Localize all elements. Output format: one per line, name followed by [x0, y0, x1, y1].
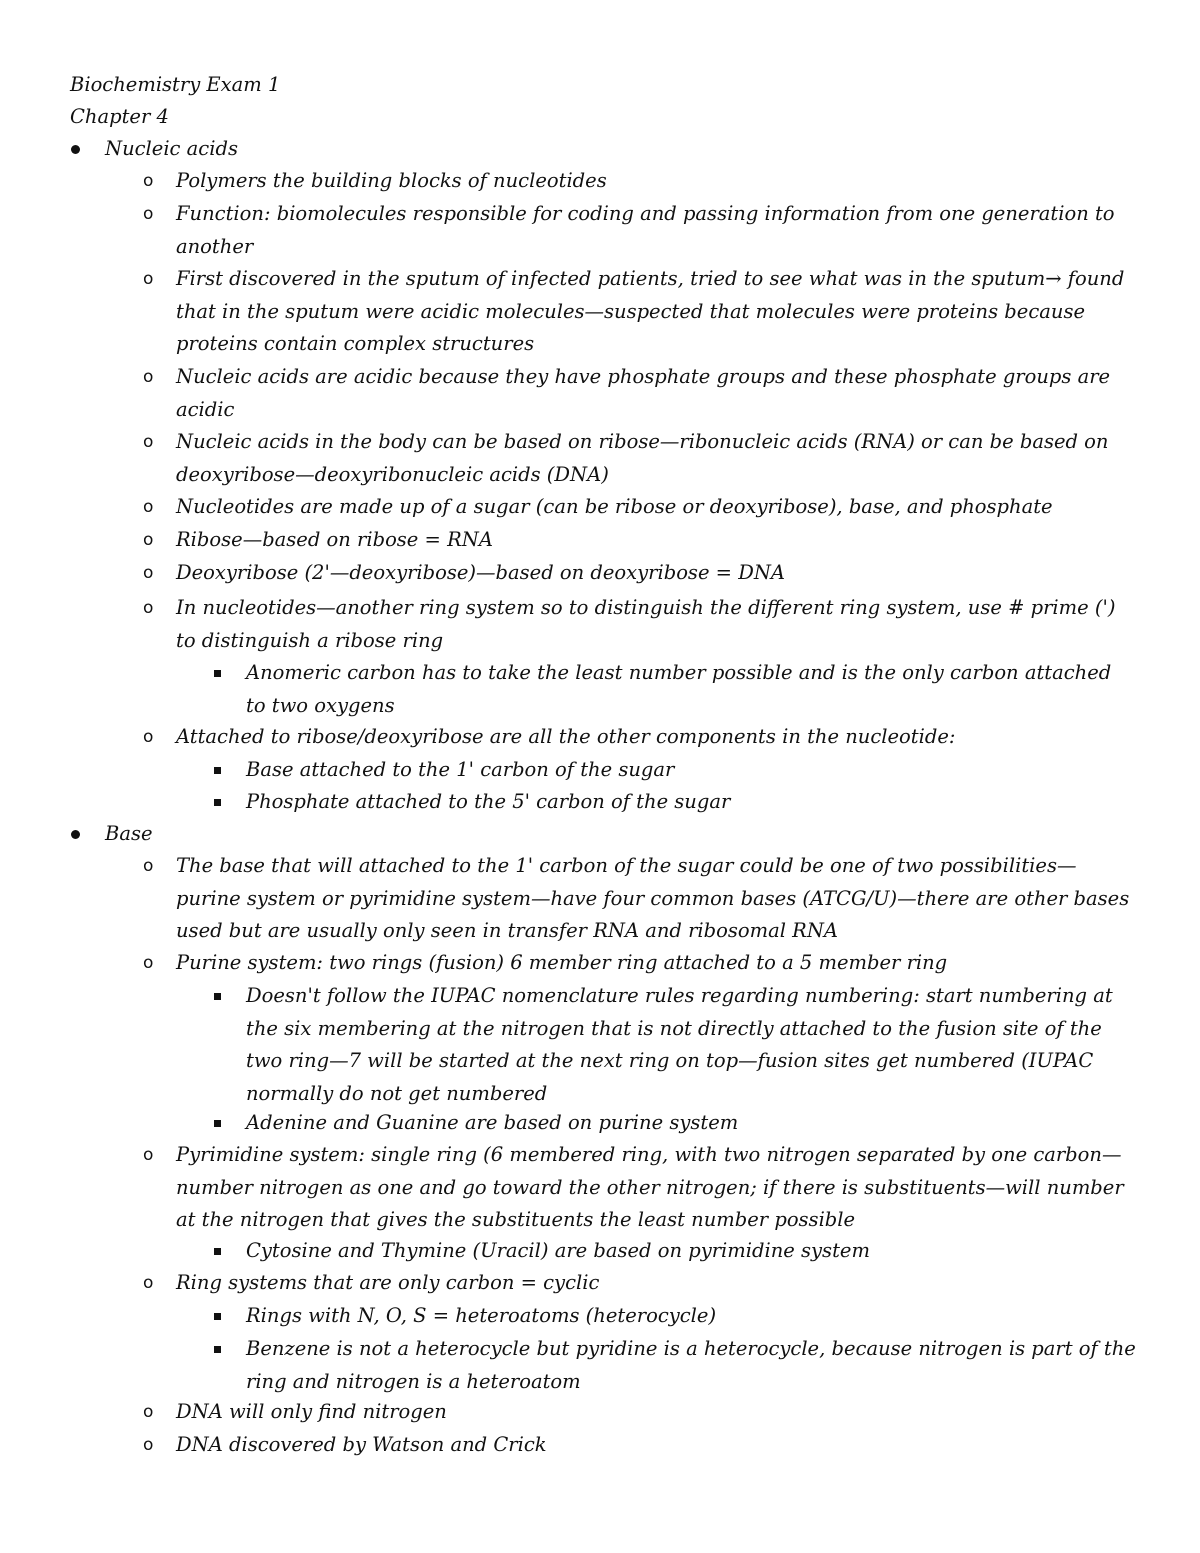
document-title: Biochemistry Exam 1	[70, 73, 281, 96]
list-item: Phosphate attached to the 5' carbon of the sugar	[246, 786, 1136, 819]
list-item: o Deoxyribose (2'—deoxyribose)—based on deoxyribose = DNA	[176, 557, 1136, 590]
bullet-circle-icon: o	[143, 171, 154, 191]
bullet-circle-icon: o	[143, 367, 154, 387]
bullet-square-icon	[214, 1120, 221, 1127]
bullet-square-icon	[214, 799, 221, 806]
list-item: Base attached to the 1' carbon of the sugar	[246, 754, 1136, 787]
list-item: o Nucleic acids in the body can be based on ribose—ribonucleic acids (RNA) or can be based on deoxyribose—deoxyribonucleic acids (DNA)	[176, 426, 1136, 491]
chapter-heading: Chapter 4	[70, 105, 169, 128]
list-item: Base	[105, 818, 1155, 851]
bullet-circle-icon: o	[143, 530, 154, 550]
list-item: o Nucleotides are made up of a sugar (can be ribose or deoxyribose), base, and phosphate	[176, 491, 1136, 524]
bullet-square-icon	[214, 670, 221, 677]
bullet-circle-icon: o	[143, 1273, 154, 1293]
bullet-square-icon	[214, 993, 221, 1000]
list-item: Nucleic acids	[105, 133, 1155, 166]
bullet-circle-icon: o	[143, 727, 154, 747]
bullet-square-icon	[214, 767, 221, 774]
list-item: o In nucleotides—another ring system so to distinguish the different ring system, use # prime (') to distinguish a ribose ring	[176, 592, 1136, 657]
bullet-circle-icon: o	[143, 497, 154, 517]
list-item: o Ring systems that are only carbon = cyclic	[176, 1267, 1136, 1300]
bullet-circle-icon: o	[143, 269, 154, 289]
list-item: o DNA discovered by Watson and Crick	[176, 1429, 1136, 1462]
list-item: Cytosine and Thymine (Uracil) are based on pyrimidine system	[246, 1235, 1136, 1268]
list-item: Anomeric carbon has to take the least number possible and is the only carbon attached to two oxygens	[246, 657, 1136, 722]
bullet-circle-icon: o	[143, 1145, 154, 1165]
bullet-circle-icon: o	[143, 563, 154, 583]
bullet-square-icon	[214, 1346, 221, 1353]
bullet-square-icon	[214, 1248, 221, 1255]
list-item: o Polymers the building blocks of nucleotides	[176, 165, 1136, 198]
list-item: o Purine system: two rings (fusion) 6 member ring attached to a 5 member ring	[176, 947, 1136, 980]
list-item: o The base that will attached to the 1' carbon of the sugar could be one of two possibilities—purine system or pyrimidine system—have four common bases (ATCG/U)—there are other bases used but are usually only seen in transfer RNA and ribosomal RNA	[176, 850, 1136, 948]
list-item: Adenine and Guanine are based on purine system	[246, 1107, 1136, 1140]
list-item: Doesn't follow the IUPAC nomenclature rules regarding numbering: start numbering at the six membering at the nitrogen that is not directly attached to the fusion site of the two ring—7 will be started at the next ring on top—fusion sites get numbered (IUPAC normally do not get numbered	[246, 980, 1136, 1110]
list-item: o Attached to ribose/deoxyribose are all the other components in the nucleotide:	[176, 721, 1136, 754]
list-item: o Ribose—based on ribose = RNA	[176, 524, 1136, 557]
bullet-circle-icon: o	[143, 856, 154, 876]
list-item: Rings with N, O, S = heteroatoms (heterocycle)	[246, 1300, 1136, 1333]
list-item: o First discovered in the sputum of infected patients, tried to see what was in the sputum→ found that in the sputum were acidic molecules—suspected that molecules were proteins because proteins contain complex structures	[176, 263, 1136, 361]
list-item: o DNA will only find nitrogen	[176, 1396, 1136, 1429]
list-item: o Function: biomolecules responsible for coding and passing information from one generation to another	[176, 198, 1136, 263]
bullet-circle-icon: o	[143, 598, 154, 618]
bullet-disc-icon	[71, 145, 80, 154]
list-item: o Pyrimidine system: single ring (6 membered ring, with two nitrogen separated by one carbon—number nitrogen as one and go toward the other nitrogen; if there is substituents—will number at the nitrogen that gives the substituents the least number possible	[176, 1139, 1136, 1237]
bullet-circle-icon: o	[143, 1435, 154, 1455]
bullet-disc-icon	[71, 830, 80, 839]
bullet-circle-icon: o	[143, 1402, 154, 1422]
bullet-square-icon	[214, 1313, 221, 1320]
bullet-circle-icon: o	[143, 204, 154, 224]
list-item: o Nucleic acids are acidic because they have phosphate groups and these phosphate groups are acidic	[176, 361, 1136, 426]
bullet-circle-icon: o	[143, 432, 154, 452]
bullet-circle-icon: o	[143, 953, 154, 973]
list-item: Benzene is not a heterocycle but pyridine is a heterocycle, because nitrogen is part of the ring and nitrogen is a heteroatom	[246, 1333, 1136, 1398]
